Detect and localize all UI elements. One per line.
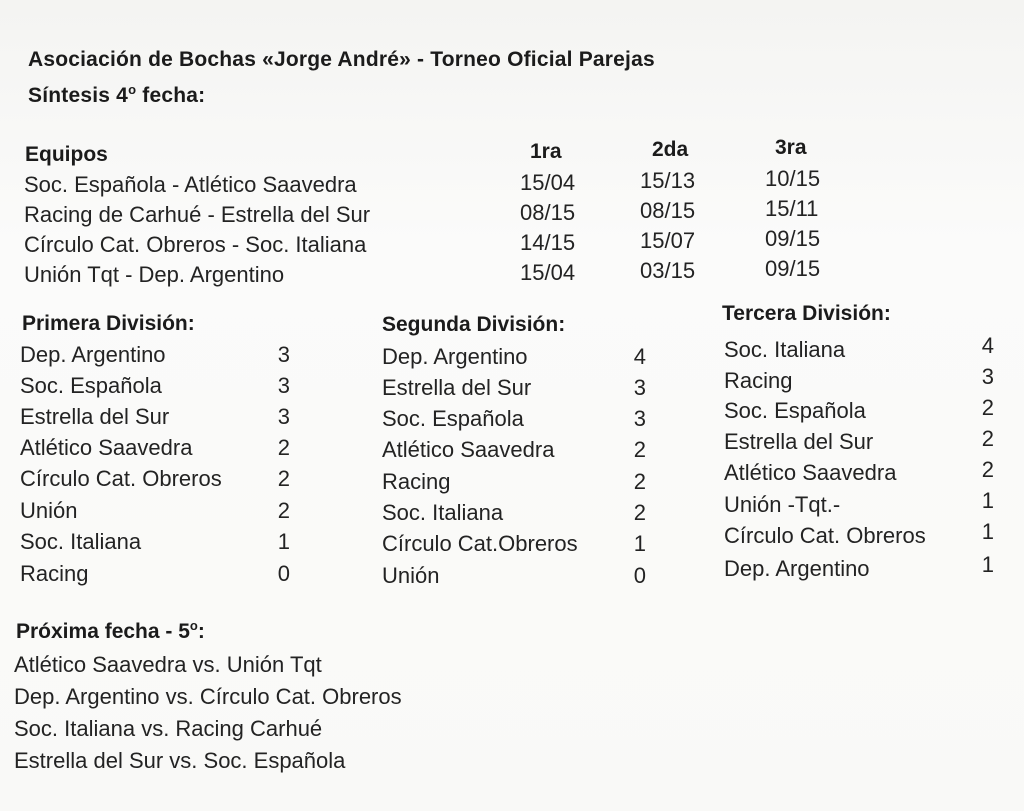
standing-team: Círculo Cat. Obreros <box>724 523 926 548</box>
standing-points: 1 <box>981 519 994 544</box>
standing-points: 2 <box>277 435 290 460</box>
standing-points: 1 <box>981 552 994 577</box>
standing-team: Soc. Italiana <box>20 529 142 554</box>
match-teams: Unión Tqt - Dep. Argentino <box>24 262 285 287</box>
match-teams: Soc. Española - Atlético Saavedra <box>24 172 357 197</box>
division-title: Primera División: <box>22 312 195 335</box>
standing-team: Dep. Argentino <box>724 556 870 581</box>
division-title: Tercera División: <box>722 302 891 325</box>
standing-points: 3 <box>277 373 290 398</box>
standing-points: 3 <box>981 364 994 389</box>
standing-team: Atlético Saavedra <box>382 437 555 462</box>
standing-team: Estrella del Sur <box>724 429 874 454</box>
column-header-teams: Equipos <box>25 143 108 166</box>
standing-points: 3 <box>633 406 646 431</box>
subtitle-text: Síntesis 4 <box>28 84 129 107</box>
standing-team: Círculo Cat. Obreros <box>20 466 222 491</box>
standing-points: 2 <box>277 466 290 491</box>
match-teams: Racing de Carhué - Estrella del Sur <box>24 202 371 227</box>
match-score-3: 09/15 <box>765 226 821 251</box>
standing-points: 4 <box>633 344 646 369</box>
standing-points: 3 <box>277 404 290 429</box>
fixture-item: Atlético Saavedra vs. Unión Tqt <box>14 652 322 677</box>
standing-team: Dep. Argentino <box>20 342 166 367</box>
standing-team: Soc. Española <box>724 398 866 423</box>
match-score-2: 08/15 <box>640 198 696 223</box>
column-header-round-1: 1ra <box>530 140 562 163</box>
standing-team: Unión -Tqt.- <box>724 492 841 517</box>
standing-team: Estrella del Sur <box>20 404 170 429</box>
standing-points: 0 <box>277 561 290 586</box>
standing-team: Racing <box>724 368 793 393</box>
column-header-round-3: 3ra <box>775 136 807 159</box>
standing-points: 2 <box>633 500 646 525</box>
standing-team: Unión <box>20 498 78 523</box>
standing-points: 2 <box>633 469 646 494</box>
column-header-round-2: 2da <box>652 138 689 161</box>
document-subtitle <box>28 84 205 108</box>
match-score-1: 08/15 <box>520 200 576 225</box>
standing-points: 2 <box>633 437 646 462</box>
next-round-title <box>16 620 205 644</box>
standing-team: Soc. Italiana <box>382 500 504 525</box>
fixture-item: Dep. Argentino vs. Círculo Cat. Obreros <box>14 684 402 709</box>
standing-team: Estrella del Sur <box>382 375 532 400</box>
match-score-3: 10/15 <box>765 166 821 191</box>
standing-team: Soc. Española <box>382 406 524 431</box>
next-round-title-end: : <box>197 620 205 643</box>
standing-points: 0 <box>633 563 646 588</box>
match-score-1: 15/04 <box>520 170 576 195</box>
match-score-2: 15/13 <box>640 168 696 193</box>
match-score-1: 15/04 <box>520 260 576 285</box>
standing-points: 2 <box>981 457 994 482</box>
standing-team: Círculo Cat.Obreros <box>382 531 578 556</box>
standing-points: 2 <box>981 426 994 451</box>
standing-points: 3 <box>277 342 290 367</box>
subtitle-end: fecha: <box>136 84 206 107</box>
standing-team: Unión <box>382 563 440 588</box>
standing-team: Atlético Saavedra <box>20 435 193 460</box>
standing-team: Dep. Argentino <box>382 344 528 369</box>
fixture-item: Estrella del Sur vs. Soc. Española <box>14 748 346 773</box>
standing-points: 4 <box>981 333 994 358</box>
standing-team: Soc. Italiana <box>724 337 846 362</box>
document-title: Asociación de Bochas «Jorge André» - Torneo Oficial Parejas <box>28 48 655 71</box>
match-teams: Círculo Cat. Obreros - Soc. Italiana <box>24 232 367 257</box>
next-round-ordinal: o <box>189 618 198 633</box>
fixture-item: Soc. Italiana vs. Racing Carhué <box>14 716 323 741</box>
match-score-2: 15/07 <box>640 228 696 253</box>
standing-team: Soc. Española <box>20 373 162 398</box>
division-title: Segunda División: <box>382 313 566 336</box>
match-score-2: 03/15 <box>640 258 696 283</box>
standing-team: Atlético Saavedra <box>724 460 897 485</box>
next-round-title-text: Próxima fecha - 5 <box>16 620 190 643</box>
standing-points: 1 <box>981 488 994 513</box>
match-score-1: 14/15 <box>520 230 576 255</box>
match-score-3: 09/15 <box>765 256 821 281</box>
standing-team: Racing <box>20 561 89 586</box>
standing-points: 1 <box>633 531 646 556</box>
standing-points: 3 <box>633 375 646 400</box>
standing-points: 2 <box>981 395 994 420</box>
standing-team: Racing <box>382 469 451 494</box>
subtitle-ordinal: o <box>128 82 137 97</box>
standing-points: 2 <box>277 498 290 523</box>
match-score-3: 15/11 <box>765 196 819 221</box>
standing-points: 1 <box>277 529 290 554</box>
